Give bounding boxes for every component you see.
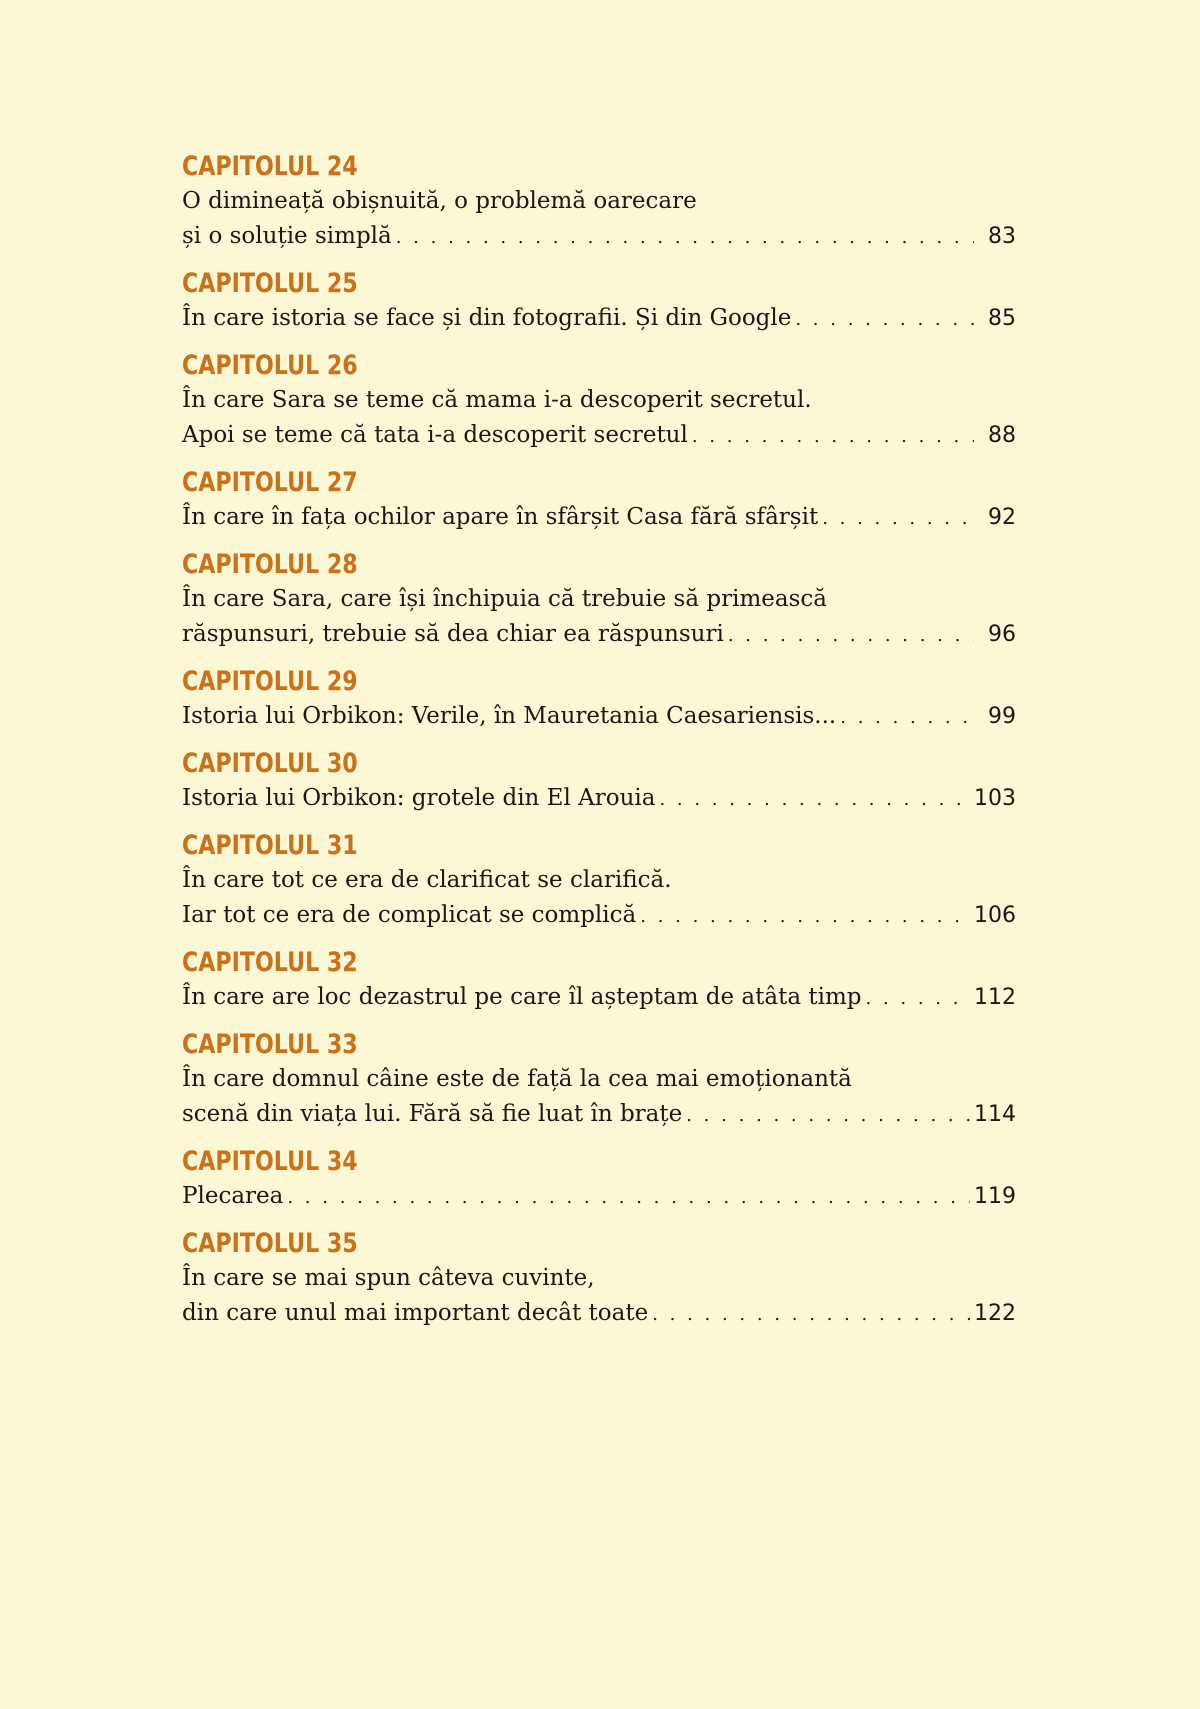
toc-entry (182, 747, 1016, 817)
chapter-title-text: Istoria lui Orbikon: Verile, în Mauretania Caesariensis... (182, 703, 837, 729)
dot-leader (396, 220, 974, 255)
page-number: 114 (974, 1102, 1016, 1127)
chapter-title-last-line (182, 980, 1016, 1016)
chapter-title-line: În care Sara se teme că mama i-a descoperit secretul. (182, 387, 812, 413)
chapter-title-last-line (182, 1097, 1016, 1133)
chapter-heading: CAPITOLUL 28 (182, 549, 358, 580)
chapter-title-text: din care unul mai important decât toate (182, 1300, 649, 1326)
chapter-title-last-line (182, 1179, 1016, 1215)
toc-entry (182, 466, 1016, 536)
page-number: 85 (988, 306, 1016, 331)
dot-leader (795, 302, 974, 337)
page-number: 112 (974, 985, 1016, 1010)
chapter-title-text: răspunsuri, trebuie să dea chiar ea răspunsuri (182, 621, 724, 647)
chapter-title-line: În care se mai spun câteva cuvinte, (182, 1265, 595, 1291)
dot-leader (287, 1180, 970, 1215)
toc-entry (182, 150, 1016, 255)
page-number: 83 (988, 224, 1016, 249)
chapter-heading: CAPITOLUL 33 (182, 1029, 358, 1060)
chapter-title-text: Istoria lui Orbikon: grotele din El Arouia (182, 785, 656, 811)
chapter-heading: CAPITOLUL 27 (182, 467, 358, 498)
chapter-heading: CAPITOLUL 26 (182, 350, 358, 381)
chapter-title-text: Iar tot ce era de complicat se complică (182, 902, 637, 928)
chapter-title-text: și o soluție simplă (182, 223, 392, 249)
page-number: 88 (988, 423, 1016, 448)
page-number: 92 (988, 505, 1016, 530)
chapter-heading: CAPITOLUL 34 (182, 1146, 358, 1177)
chapter-title-line: În care domnul câine este de față la cea mai emoționantă (182, 1066, 852, 1092)
chapter-title-last-line (182, 699, 1016, 735)
dot-leader (640, 899, 970, 934)
chapter-title-text: Plecarea (182, 1183, 284, 1209)
chapter-title-text: În care istoria se face și din fotografii. Și din Google (182, 305, 792, 331)
chapter-title-text: Apoi se teme că tata i-a descoperit secretul (182, 422, 688, 448)
toc-entry (182, 1227, 1016, 1332)
table-of-contents (182, 150, 1016, 1344)
page-number: 106 (974, 903, 1016, 928)
dot-leader (840, 700, 974, 735)
chapter-title-last-line (182, 781, 1016, 817)
page-number: 96 (988, 622, 1016, 647)
page-number: 119 (974, 1184, 1016, 1209)
chapter-title-last-line (182, 219, 1016, 255)
dot-leader (692, 419, 974, 454)
chapter-title-text: scenă din viața lui. Fără să fie luat în brațe (182, 1101, 683, 1127)
dot-leader (822, 501, 974, 536)
chapter-title-last-line (182, 898, 1016, 934)
toc-entry (182, 1145, 1016, 1215)
chapter-heading: CAPITOLUL 32 (182, 947, 358, 978)
chapter-title-line: În care tot ce era de clarificat se clarifică. (182, 867, 672, 893)
chapter-title-last-line (182, 418, 1016, 454)
chapter-title-line: O dimineață obișnuită, o problemă oarecare (182, 188, 697, 214)
chapter-title-last-line (182, 617, 1016, 653)
dot-leader (866, 981, 971, 1016)
chapter-title-last-line (182, 500, 1016, 536)
dot-leader (652, 1297, 970, 1332)
toc-entry (182, 665, 1016, 735)
page-number: 99 (988, 704, 1016, 729)
page-number: 122 (974, 1301, 1016, 1326)
chapter-heading: CAPITOLUL 29 (182, 666, 358, 697)
toc-entry (182, 267, 1016, 337)
page-number: 103 (974, 786, 1016, 811)
dot-leader (659, 782, 970, 817)
toc-entry (182, 349, 1016, 454)
chapter-title-last-line (182, 1296, 1016, 1332)
toc-entry (182, 548, 1016, 653)
chapter-heading: CAPITOLUL 30 (182, 748, 358, 779)
chapter-heading: CAPITOLUL 31 (182, 830, 358, 861)
chapter-title-last-line (182, 301, 1016, 337)
dot-leader (686, 1098, 970, 1133)
chapter-heading: CAPITOLUL 24 (182, 151, 358, 182)
toc-entry (182, 946, 1016, 1016)
chapter-title-text: În care are loc dezastrul pe care îl așteptam de atâta timp (182, 984, 862, 1010)
chapter-heading: CAPITOLUL 25 (182, 268, 358, 299)
toc-entry (182, 1028, 1016, 1133)
chapter-heading: CAPITOLUL 35 (182, 1228, 358, 1259)
chapter-title-text: În care în fața ochilor apare în sfârșit Casa fără sfârșit (182, 504, 819, 530)
dot-leader (728, 618, 974, 653)
chapter-title-line: În care Sara, care își închipuia că trebuie să primească (182, 586, 827, 612)
toc-entry (182, 829, 1016, 934)
